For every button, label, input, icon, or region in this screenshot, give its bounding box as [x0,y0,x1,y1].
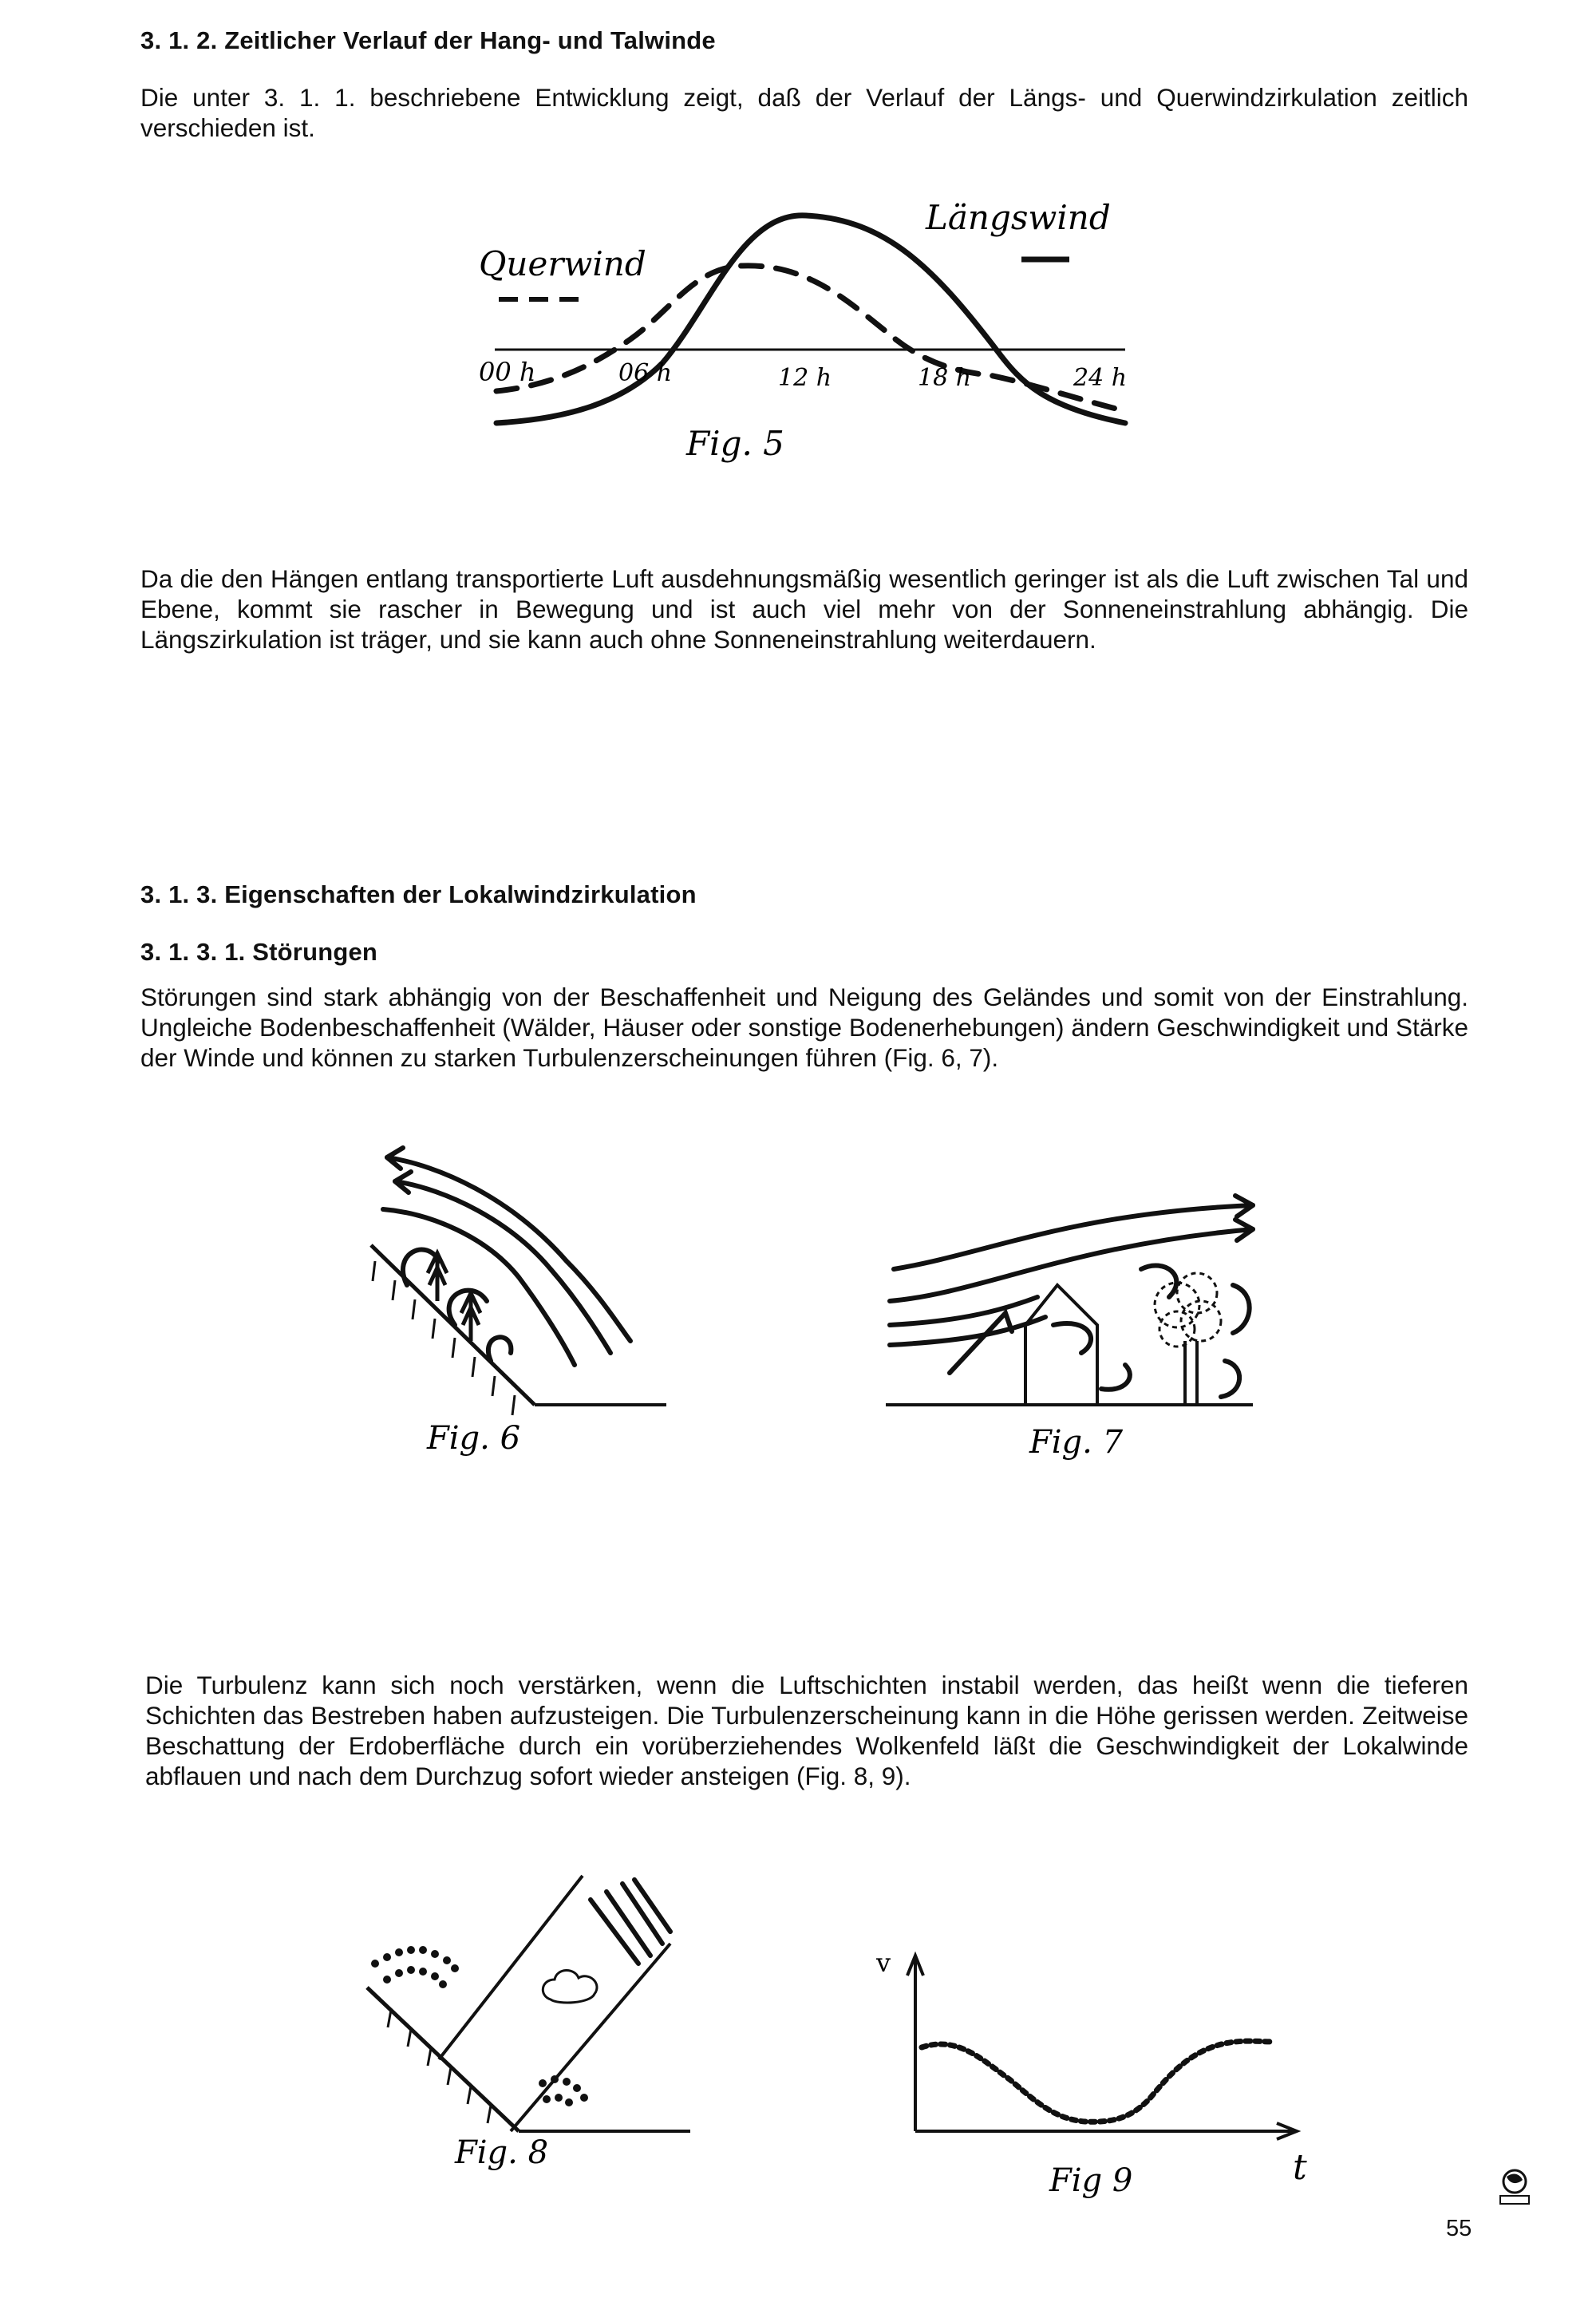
paragraph-3-1-2-body: Da die den Hängen entlang transportierte Luft ausdehnungsmäßig wesentlich geringer ist als die Luft zwischen Tal und Ebene, kommt sie rascher in Bewegung und ist auch viel mehr von der Sonneneinstrahlung abhängig. Die Längszirkulation ist träger, und sie kann auch ohne Sonneneinstrahlung weiterdauern. [140,564,1468,654]
fig7-tree-trunk [1185,1341,1197,1405]
section-heading-3-1-3: 3. 1. 3. Eigenschaften der Lokalwindzirkulation [140,880,697,908]
publisher-logo-icon [1495,2167,1534,2211]
page-number: 55 [1446,2216,1472,2241]
fig5-tick-18h: 18 h [918,364,972,392]
fig9-x-label: t [1293,2147,1307,2188]
fig7-house [1025,1285,1097,1405]
fig8-sun-rays [591,1880,670,1964]
fig6-streamlines [383,1157,630,1365]
fig7-caption: Fig. 7 [1029,1424,1124,1461]
fig5-caption: Fig. 5 [686,424,784,463]
figure-9 [862,1940,1309,2203]
fig9-caption: Fig 9 [1049,2162,1133,2199]
fig5-tick-06h: 06 h [618,359,673,387]
fig8-cloud [543,1970,597,2003]
fig5-tick-00h: 00 h [479,357,536,387]
figure-5 [471,180,1157,483]
figure-7 [870,1181,1269,1469]
fig5-label-querwind: Querwind [479,244,646,283]
fig6-eddies [403,1250,511,1361]
fig5-tick-12h: 12 h [778,364,832,392]
fig9-speed-curve [922,2041,1273,2122]
fig7-arrowheads [1235,1196,1253,1240]
paragraph-3-1-2-intro: Die unter 3. 1. 1. beschriebene Entwicklung zeigt, daß der Verlauf der Längs- und Querwindzirkulation zeitlich verschieden ist. [140,83,1468,142]
figure-6 [351,1141,686,1477]
fig6-caption: Fig. 6 [427,1420,521,1457]
figure-8 [351,1868,718,2171]
section-heading-3-1-2: 3. 1. 2. Zeitlicher Verlauf der Hang- und Talwinde [140,26,716,54]
fig5-tick-24h: 24 h [1073,364,1128,392]
fig8-slope [367,1988,519,2131]
fig5-label-laengswind: Längswind [926,198,1111,237]
paragraph-turbulenz: Die Turbulenz kann sich noch verstärken, wenn die Luftschichten instabil werden, das heißt wenn die tieferen Schichten das Bestreben haben aufzusteigen. Die Turbulenzerscheinung kann in die Höhe gerissen werden. Zeitweise Beschattung der Erdoberfläche durch ein vorüberziehendes Wolkenfeld läßt die Geschwindigkeit der Lokalwinde abflauen und nach dem Durchzug sofort wieder ansteigen (Fig. 8, 9). [145,1671,1468,1790]
fig8-hatching [388,2010,491,2123]
fig8-shadow-band [439,1876,670,2131]
fig9-y-label: v [876,1948,891,1978]
paragraph-stoerungen: Störungen sind stark abhängig von der Beschaffenheit und Neigung des Geländes und somit von der Einstrahlung. Ungleiche Bodenbeschaffenheit (Wälder, Häuser oder sonstige Bodenerhebungen) ändern Geschwindigkeit und Stärke der Winde und können zu starken Turbulenzerscheinungen führen (Fig. 6, 7). [140,983,1468,1072]
fig7-tree [1155,1273,1221,1347]
fig8-wind-dots [371,1946,588,2106]
subsection-heading-3-1-3-1: 3. 1. 3. 1. Störungen [140,938,378,966]
fig8-caption: Fig. 8 [455,2134,549,2171]
